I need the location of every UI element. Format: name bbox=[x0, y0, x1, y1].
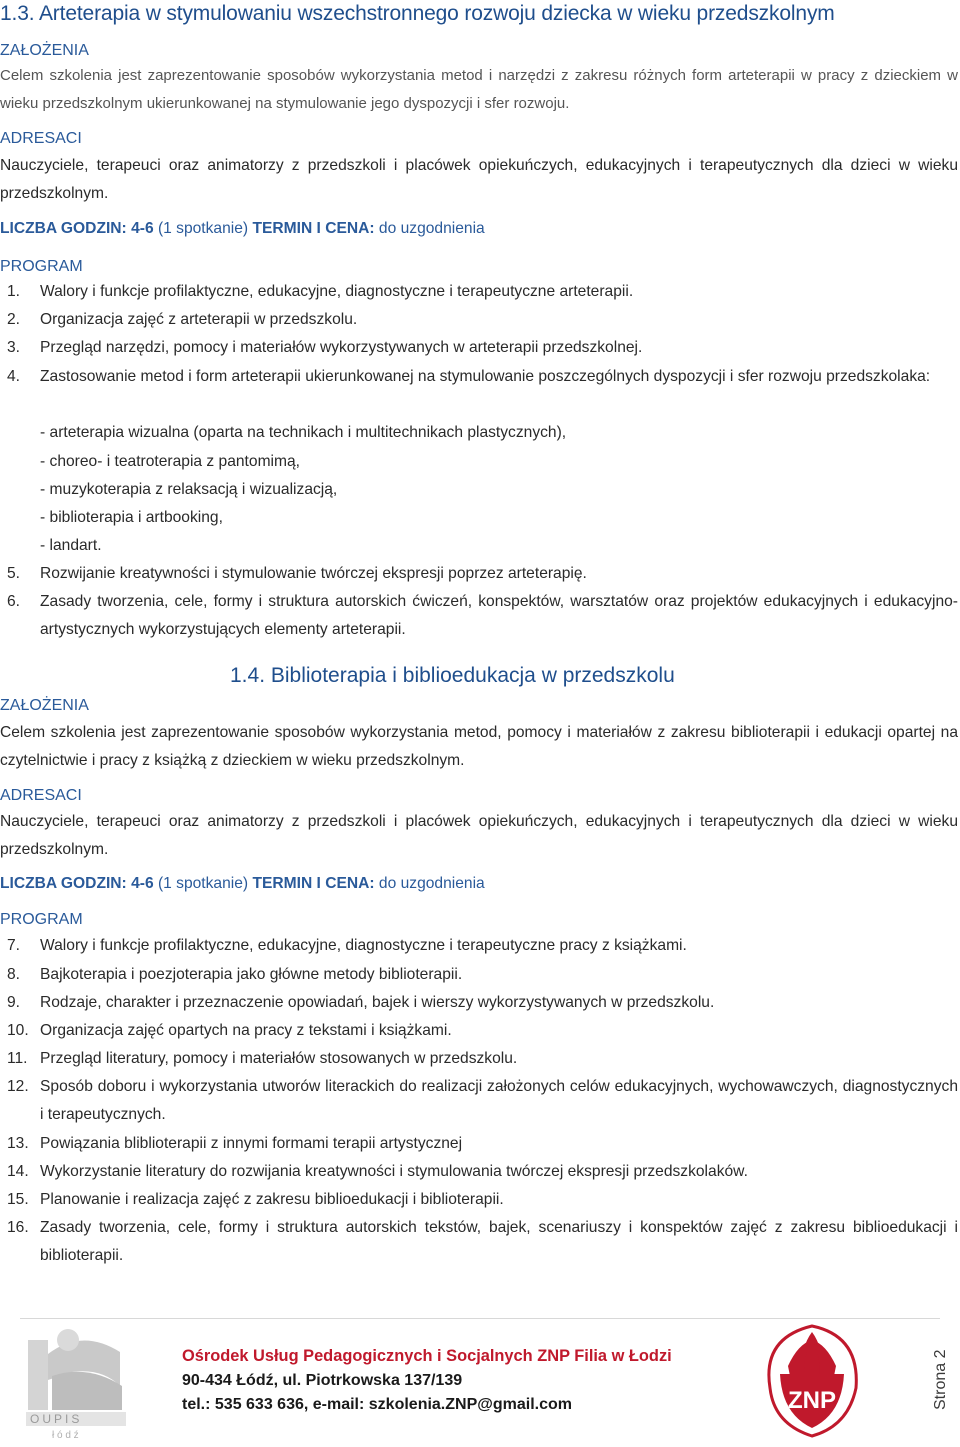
program-item-text: Zasady tworzenia, cele, formy i struktura autorskich ćwiczeń, konspektów, warsztatów oraz projektów edukacyjnych i edukacyjno-artystycznych wykorzystujących elementy arteterapii. bbox=[40, 593, 958, 638]
program-item bbox=[0, 306, 958, 334]
oupis-logo-icon bbox=[22, 1324, 132, 1440]
program-item bbox=[0, 334, 958, 362]
hours-detail: (1 spotkanie) bbox=[153, 875, 253, 892]
program-item-number: 14. bbox=[7, 1163, 29, 1180]
program-item-text: Organizacja zajęć z arteterapii w przedszkolu. bbox=[40, 311, 358, 328]
hours-label: LICZBA GODZIN: 4-6 bbox=[0, 875, 154, 892]
program-item-text: Wykorzystanie literatury do rozwijania kreatywności i stymulowania twórczej ekspresji przedszkolaków. bbox=[40, 1163, 748, 1180]
svg-text:OUPIS: OUPIS bbox=[30, 1412, 83, 1426]
term-value: do uzgodnienia bbox=[374, 875, 485, 892]
program-item-text: Walory i funkcje profilaktyczne, edukacyjne, diagnostyczne i terapeutyczne arteterapii. bbox=[40, 283, 634, 300]
program-item-text: Organizacja zajęć opartych na pracy z tekstami i książkami. bbox=[40, 1022, 452, 1039]
program-item-number: 2. bbox=[7, 311, 21, 328]
znp-logo-icon bbox=[752, 1318, 872, 1442]
program-item-number: 3. bbox=[7, 339, 21, 356]
program-item bbox=[0, 1017, 958, 1045]
section-title-arteterapia: 1.3. Arteterapia w stymulowaniu wszechstronnego rozwoju dziecka w wieku przedszkolnym bbox=[0, 2, 835, 25]
program-item-number: 4. bbox=[7, 368, 21, 385]
assumptions-heading: ZAŁOŻENIA bbox=[0, 42, 89, 59]
program-item bbox=[0, 1073, 958, 1129]
program-item-text: Przegląd literatury, pomocy i materiałów stosowanych w przedszkolu. bbox=[40, 1050, 518, 1067]
program-item-text: Zastosowanie metod i form arteterapii ukierunkowanej na stymulowanie poszczególnych dyspozycji i sfer rozwoju przedszkolaka: bbox=[40, 368, 931, 385]
program-item-number: 13. bbox=[7, 1135, 29, 1152]
program-item-text: Walory i funkcje profilaktyczne, edukacyjne, diagnostyczne i terapeutyczne pracy z książkami. bbox=[40, 937, 687, 954]
recipients-heading: ADRESACI bbox=[0, 787, 82, 804]
program-item bbox=[0, 989, 958, 1017]
program-item-number: 16. bbox=[7, 1219, 29, 1236]
program-item bbox=[0, 278, 958, 306]
footer-address: 90-434 Łódź, ul. Piotrkowska 137/139 bbox=[182, 1372, 463, 1389]
svg-text:ZNP: ZNP bbox=[788, 1387, 836, 1414]
hours-label: LICZBA GODZIN: 4-6 bbox=[0, 220, 154, 237]
program-item bbox=[0, 1158, 958, 1186]
program-item bbox=[0, 560, 958, 588]
page-number-label: Strona 2 bbox=[932, 1349, 949, 1410]
program-item-number: 8. bbox=[7, 966, 21, 983]
program-subitem: - landart. bbox=[40, 537, 102, 554]
hours-detail: (1 spotkanie) bbox=[153, 220, 253, 237]
program-item-number: 7. bbox=[7, 937, 21, 954]
znp-logo bbox=[752, 1318, 872, 1442]
program-item bbox=[0, 1045, 958, 1073]
hours-line bbox=[0, 218, 485, 240]
svg-text:ł ó d ź: ł ó d ź bbox=[52, 1430, 79, 1440]
program-item bbox=[0, 1214, 958, 1270]
program-item-text: Bajkoterapia i poezjoterapia jako główne metody biblioterapii. bbox=[40, 966, 463, 983]
program-item-text: Rozwijanie kreatywności i stymulowanie twórczej ekspresji poprzez arteterapię. bbox=[40, 565, 587, 582]
program-item bbox=[0, 1130, 958, 1158]
program-subitem: - muzykoterapia z relaksacją i wizualizacją, bbox=[40, 481, 338, 498]
program-item bbox=[0, 961, 958, 989]
program-item bbox=[0, 932, 958, 960]
program-item-text: Powiązania bliblioterapii z innymi formami terapii artystycznej bbox=[40, 1135, 463, 1152]
program-item bbox=[0, 588, 958, 644]
program-heading: PROGRAM bbox=[0, 911, 83, 928]
program-subitem: - choreo- i teatroterapia z pantomimą, bbox=[40, 453, 301, 470]
program-item-number: 9. bbox=[7, 994, 21, 1011]
program-item-number: 6. bbox=[7, 593, 21, 610]
program-item-number: 15. bbox=[7, 1191, 29, 1208]
program-item-number: 1. bbox=[7, 283, 21, 300]
recipients-text: Nauczyciele, terapeuci oraz animatorzy z przedszkoli i placówek opiekuńczych, edukacyjnych i terapeutycznych dla dzieci w wieku przedszkolnym. bbox=[0, 813, 958, 858]
program-item-text: Przegląd narzędzi, pomocy i materiałów wykorzystywanych w arteterapii przedszkolnej. bbox=[40, 339, 643, 356]
program-subitem: - arteterapia wizualna (oparta na technikach i multitechnikach plastycznych), bbox=[40, 424, 567, 441]
program-item-number: 5. bbox=[7, 565, 21, 582]
term-label: TERMIN I CENA: bbox=[252, 220, 375, 237]
program-item-text: Planowanie i realizacja zajęć z zakresu biblioedukacji i biblioterapii. bbox=[40, 1191, 504, 1208]
term-label: TERMIN I CENA: bbox=[252, 875, 375, 892]
program-item-number: 10. bbox=[7, 1022, 29, 1039]
program-item bbox=[0, 363, 958, 391]
footer-contact: tel.: 535 633 636, e-mail: szkolenia.ZNP@gmail.com bbox=[182, 1396, 572, 1413]
oupis-logo bbox=[22, 1324, 132, 1440]
program-item-number: 12. bbox=[7, 1078, 29, 1095]
section-title-biblioterapia: 1.4. Biblioterapia i biblioedukacja w przedszkolu bbox=[230, 664, 675, 687]
recipients-text: Nauczyciele, terapeuci oraz animatorzy z przedszkoli i placówek opiekuńczych, edukacyjnych i terapeutycznych dla dzieci w wieku przedszkolnym. bbox=[0, 157, 958, 202]
recipients-heading: ADRESACI bbox=[0, 130, 82, 147]
program-item-text: Rodzaje, charakter i przeznaczenie opowiadań, bajek i wierszy wykorzystywanych w przedszkolu. bbox=[40, 994, 715, 1011]
program-item-text: Zasady tworzenia, cele, formy i struktura autorskich tekstów, bajek, scenariuszy i konspektów zajęć z zakresu biblioedukacji i biblioterapii. bbox=[40, 1219, 958, 1264]
footer-org-name: Ośrodek Usług Pedagogicznych i Socjalnych ZNP Filia w Łodzi bbox=[182, 1347, 672, 1365]
program-heading: PROGRAM bbox=[0, 258, 83, 275]
term-value: do uzgodnienia bbox=[374, 220, 485, 237]
assumptions-text: Celem szkolenia jest zaprezentowanie sposobów wykorzystania metod, pomocy i materiałów z zakresu biblioterapii i edukacji opartej na czytelnictwie i pracy z książką z dzieckiem w wieku przedszkolnym. bbox=[0, 724, 958, 769]
assumptions-heading: ZAŁOŻENIA bbox=[0, 697, 89, 714]
assumptions-text: Celem szkolenia jest zaprezentowanie sposobów wykorzystania metod i narzędzi z zakresu różnych form arteterapii w pracy z dzieckiem w wieku przedszkolnym ukierunkowanej na stymulowanie jego dyspozycji i sfer rozwoju. bbox=[0, 67, 958, 112]
program-item bbox=[0, 1186, 958, 1214]
program-item-number: 11. bbox=[7, 1050, 28, 1067]
hours-line bbox=[0, 873, 485, 895]
program-subitem: - biblioterapia i artbooking, bbox=[40, 509, 223, 526]
program-item-text: Sposób doboru i wykorzystania utworów literackich do realizacji założonych celów edukacyjnych, wychowawczych, diagnostycznych i terapeutycznych. bbox=[40, 1078, 958, 1123]
